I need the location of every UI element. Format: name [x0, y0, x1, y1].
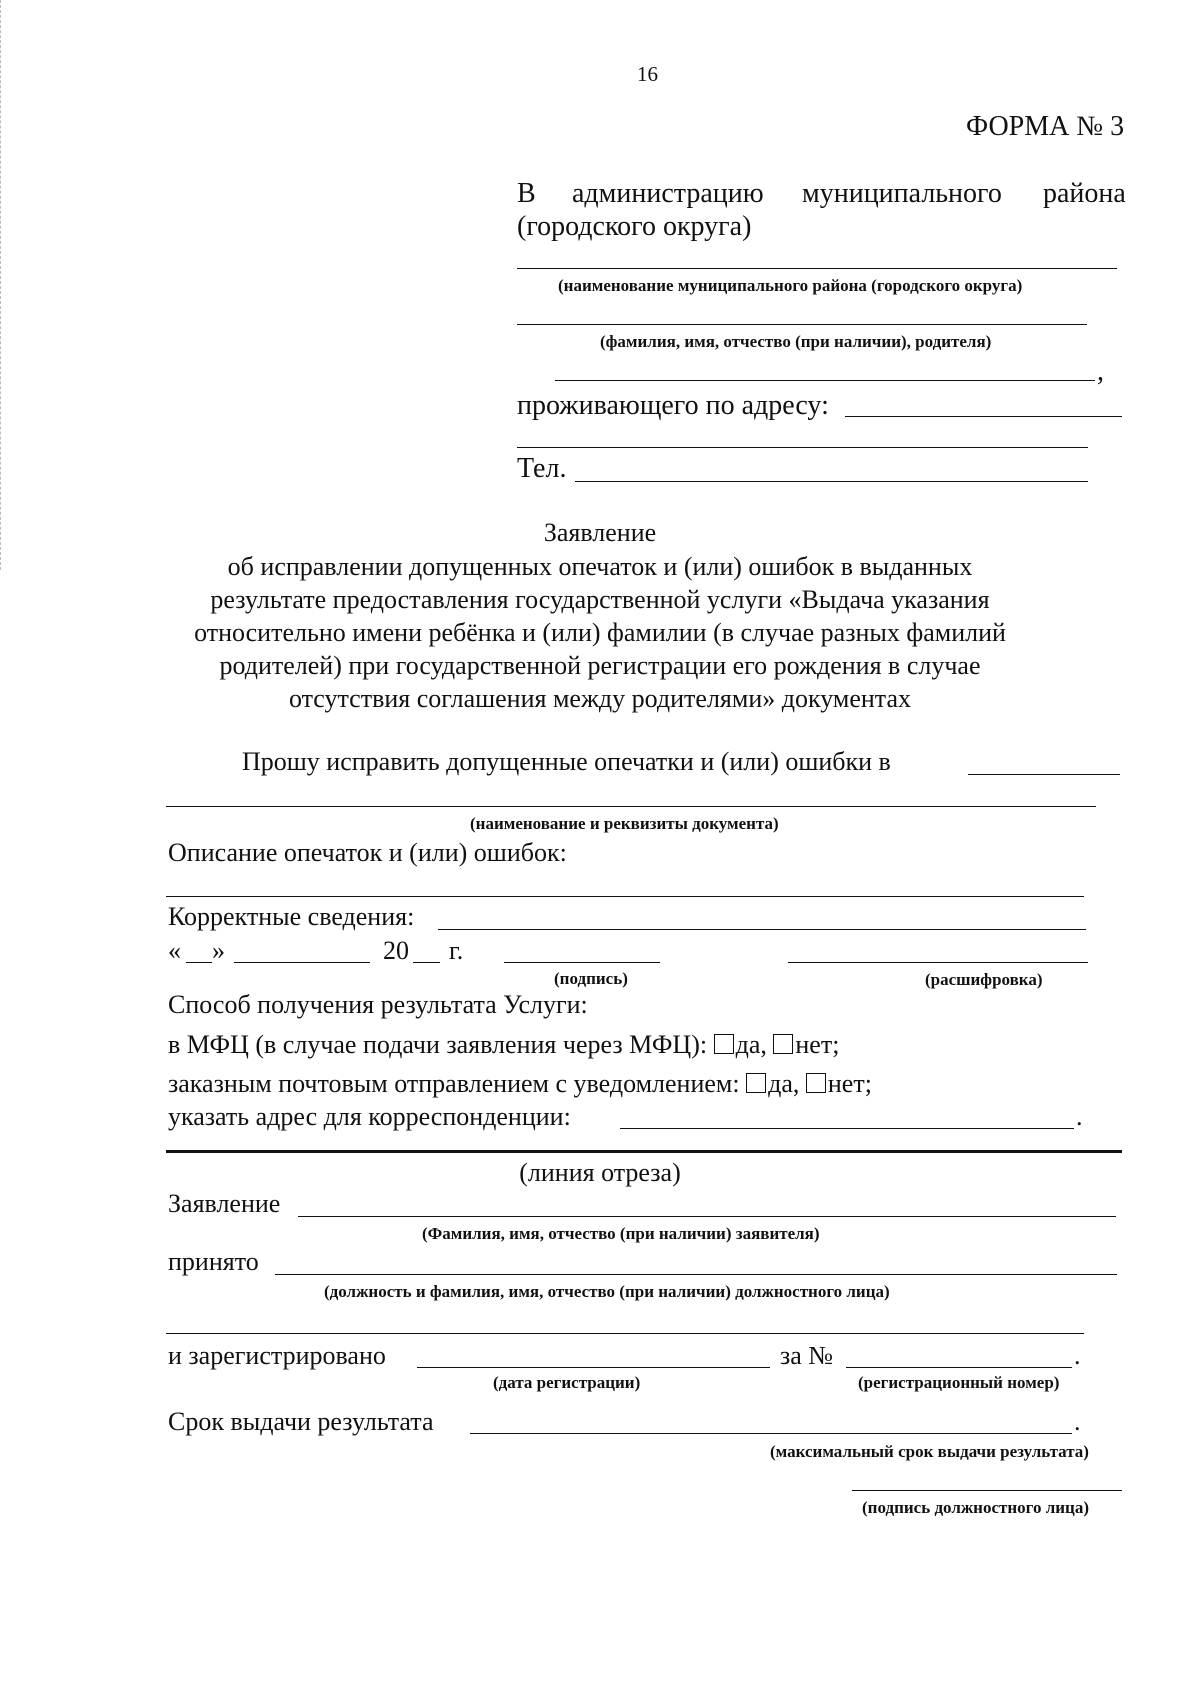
errors-field[interactable] [166, 896, 1084, 897]
addressee-word-4: района [1043, 178, 1126, 209]
mfc-option-label: в МФЦ (в случае подачи заявления через МФЦ): [168, 1030, 708, 1059]
phone-label: Тел. [517, 453, 567, 484]
statement-label: Заявление [168, 1189, 281, 1218]
title-line: отсутствия соглашения между родителями» документах [288, 684, 912, 713]
number-label: за № [780, 1341, 834, 1370]
errors-label: Описание опечаток и (или) ошибок: [168, 838, 567, 867]
address-field[interactable] [845, 416, 1122, 417]
decoding-caption: (расшифровка) [925, 970, 1043, 989]
mfc-no-checkbox[interactable] [773, 1034, 793, 1054]
official-signature-field[interactable] [852, 1490, 1122, 1491]
signature-field[interactable] [504, 962, 660, 963]
mail-no-checkbox[interactable] [806, 1073, 826, 1093]
deadline-caption: (максимальный срок выдачи результата) [770, 1442, 1089, 1461]
date-year-suffix: г. [449, 936, 464, 965]
signature-caption: (подпись) [554, 969, 628, 988]
title-line: результате предоставления государственной услуги «Выдача указания [210, 585, 990, 614]
official-field[interactable] [275, 1274, 1117, 1275]
official-caption: (должность и фамилия, имя, отчество (при наличии) должностного лица) [324, 1282, 890, 1301]
correspondence-label: указать адрес для корреспонденции: [168, 1102, 571, 1131]
date-day-field[interactable] [186, 962, 212, 963]
phone-field[interactable] [575, 481, 1088, 482]
date-year-prefix: 20 [383, 936, 409, 965]
scan-edge [0, 0, 3, 570]
title-line: относительно имени ребёнка и (или) фамилии (в случае разных фамилий [194, 618, 1006, 647]
mfc-yes-checkbox[interactable] [714, 1034, 734, 1054]
decoding-field[interactable] [788, 962, 1088, 963]
applicant-field[interactable] [298, 1216, 1116, 1217]
correspondence-field[interactable] [620, 1128, 1074, 1129]
deadline-label: Срок выдачи результата [168, 1407, 434, 1436]
parent-name-field[interactable] [517, 324, 1087, 325]
date-close-quote: » [212, 936, 225, 965]
correct-label: Корректные сведения: [168, 902, 415, 931]
registration-date-field[interactable] [417, 1367, 770, 1368]
mail-yes-checkbox[interactable] [746, 1073, 766, 1093]
deadline-field[interactable] [470, 1433, 1072, 1434]
mfc-no-label: нет; [795, 1030, 840, 1059]
date-open-quote: « [168, 936, 181, 965]
request-text: Прошу исправить допущенные опечатки и (или) ошибки в [242, 747, 891, 776]
cut-line [166, 1150, 1122, 1153]
mail-no-label: нет; [827, 1069, 872, 1098]
addressee-word-2: администрацию [572, 178, 764, 209]
method-label: Способ получения результата Услуги: [168, 990, 588, 1019]
title-heading: Заявление [543, 518, 657, 547]
address-label: проживающего по адресу: [517, 390, 829, 421]
comma: , [1097, 356, 1104, 387]
form-label: ФОРМА № 3 [966, 111, 1125, 142]
addressee-word-3: муниципального [802, 178, 1002, 209]
mfc-option [168, 1032, 839, 1058]
document-field-2[interactable] [166, 806, 1096, 807]
official-signature-caption: (подпись должностного лица) [862, 1498, 1090, 1517]
registration-period: . [1074, 1341, 1081, 1370]
official-field-2[interactable] [166, 1333, 1084, 1334]
municipality-caption: (наименование муниципального района (городского округа) [558, 276, 1023, 295]
addressee-word-1: В [517, 178, 536, 209]
document-caption: (наименование и реквизиты документа) [470, 814, 779, 833]
mfc-yes-label: да, [735, 1030, 767, 1059]
registration-number-field[interactable] [846, 1367, 1072, 1368]
title-line: родителей) при государственной регистрации его рождения в случае [219, 651, 981, 680]
applicant-caption: (Фамилия, имя, отчество (при наличии) заявителя) [422, 1224, 820, 1243]
cut-line-label: (линия отреза) [519, 1158, 681, 1187]
date-month-field[interactable] [234, 962, 370, 963]
registration-date-caption: (дата регистрации) [493, 1373, 641, 1392]
address-field-2[interactable] [517, 447, 1088, 448]
mail-yes-label: да, [768, 1069, 800, 1098]
date-year-field[interactable] [413, 962, 440, 963]
parent-name-caption: (фамилия, имя, отчество (при наличии), родителя) [600, 332, 992, 351]
page-number: 16 [637, 62, 658, 86]
registered-label: и зарегистрировано [168, 1341, 386, 1370]
correct-field[interactable] [438, 929, 1086, 930]
addressee-line-2: (городского округа) [517, 211, 752, 242]
mail-option [168, 1071, 872, 1097]
correspondence-period: . [1076, 1102, 1083, 1131]
municipality-field[interactable] [517, 268, 1117, 269]
deadline-period: . [1074, 1407, 1081, 1436]
parent-name-field-2[interactable] [555, 380, 1095, 381]
document-field[interactable] [968, 774, 1120, 775]
registration-number-caption: (регистрационный номер) [858, 1373, 1060, 1392]
title-line: об исправлении допущенных опечаток и (или) ошибок в выданных [227, 552, 973, 581]
mail-option-label: заказным почтовым отправлением с уведомлением: [168, 1069, 740, 1098]
accepted-label: принято [168, 1247, 259, 1276]
